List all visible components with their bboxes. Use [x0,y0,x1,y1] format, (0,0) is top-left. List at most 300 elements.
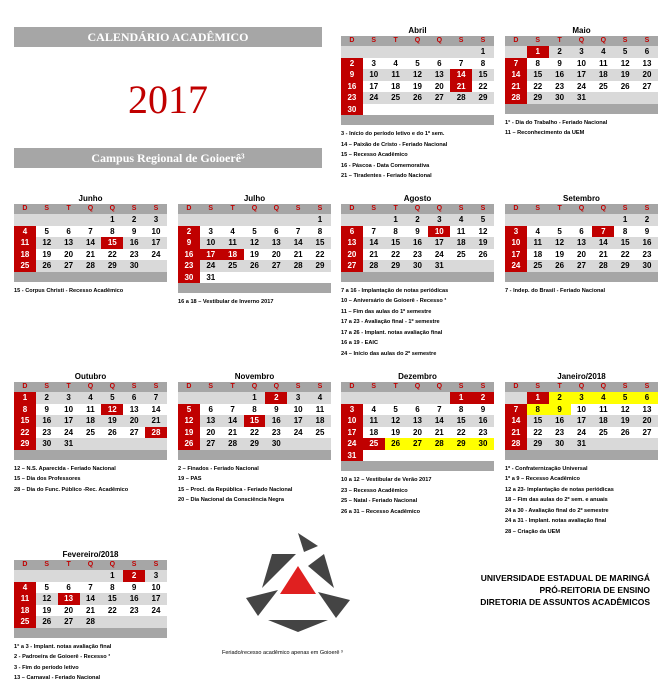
month-note: 18 – Fim das aulas do 2º sem. e anuais [505,497,608,503]
day-cell: 6 [415,404,420,414]
day-cell: 4 [592,392,614,404]
month-note: 16 a 19 - EAIC [341,340,378,346]
day-cell [244,272,266,284]
month-footer-bar [505,450,658,460]
day-cell [287,214,309,226]
day-cell: 3 [505,226,527,238]
weekday-header [505,36,658,46]
day-cell: 17 [341,427,363,439]
month-note: 10 – Aniversário de Goioerê - Recesso ³ [341,298,447,304]
month-title: Novembro [234,372,275,381]
day-cell: 27 [206,439,216,448]
day-cell [363,104,385,116]
month-note: 13 – Carnaval - Feriado Nacional [14,675,101,681]
month-note: 2 – Finados - Feriado Nacional [178,465,259,472]
month-title: Maio [572,26,591,35]
month-footer-bar [505,272,658,282]
day-cell: 4 [601,47,606,56]
day-cell: 31 [341,450,363,462]
day-cell: 12 [101,404,123,416]
day-cell: 29 [107,261,117,270]
weekday-letter: S [458,205,464,212]
month-julho [178,193,331,308]
day-cell: 27 [64,261,74,270]
day-cell: 8 [458,404,464,414]
day-cell: 24 [151,605,161,615]
day-cell: 5 [614,392,636,404]
month-junho [14,193,167,296]
day-cell [472,260,494,272]
weekday-letter: Q [251,205,258,212]
day-cell: 18 [598,416,608,425]
week-row [505,69,658,81]
weekday-letter: T [66,205,71,212]
weekday-letter: Q [273,205,280,212]
day-cell [428,46,450,58]
day-cell: 13 [271,238,281,247]
month-maio [505,25,658,139]
day-cell: 21 [505,81,527,93]
day-cell: 23 [129,249,139,259]
day-cell: 31 [577,439,586,448]
week-row [178,237,331,249]
day-cell: 29 [450,438,472,450]
month-footer-bar [14,272,167,282]
day-cell [428,104,450,116]
weekday-letter: D [349,37,355,44]
week-row [178,260,331,272]
weekday-letter: S [622,205,628,212]
day-cell: 25 [86,427,95,437]
day-cell: 16 [129,238,139,247]
weekday-letter: S [295,205,301,212]
day-cell: 29 [250,439,259,448]
day-cell: 27 [642,81,652,91]
day-cell: 2 [265,392,287,404]
day-cell: 5 [393,404,398,414]
week-row [341,237,494,249]
weekday-letter: D [186,383,192,390]
weekday-letter: S [535,37,541,44]
month-janeiro-2018 [505,371,658,537]
month-notes [341,129,494,182]
day-cell: 6 [66,582,71,592]
week-row [14,392,167,404]
weekday-letter: S [371,37,377,44]
day-cell: 6 [131,393,137,402]
day-cell: 28 [505,92,527,104]
month-note: 3 - Fim do período letivo [14,664,79,671]
day-cell [178,392,200,404]
day-cell: 18 [456,238,466,247]
day-cell: 2 [549,392,571,404]
day-cell: 17 [293,416,303,425]
day-cell: 5 [557,226,562,236]
institution-name: UNIVERSIDADE ESTADUAL DE MARINGÁ [480,573,650,583]
weekday-letter: T [393,37,398,44]
day-cell: 3 [571,392,593,404]
week-row [14,226,167,238]
month-note: 17 a 26 - Implant. notas avaliação final [341,329,443,336]
month-note: 11 – Fim das aulas do 1º semestre [341,308,432,315]
day-cell: 3 [437,215,442,224]
day-cell: 30 [555,439,565,448]
day-cell: 25 [456,249,466,259]
day-cell: 17 [151,594,161,603]
day-cell: 4 [88,393,93,402]
weekday-letter: D [22,561,28,568]
week-row [14,260,167,272]
day-cell: 26 [250,261,259,270]
day-cell [145,438,167,450]
day-cell: 2 [123,570,145,582]
week-row [505,226,658,238]
week-row [341,438,494,450]
day-cell: 13 [413,416,422,425]
day-cell: 12 [178,415,200,427]
week-row [178,404,331,416]
month-note: 16 - Páscoa - Data Comemorativa [341,162,430,169]
day-cell: 7 [153,393,159,402]
month-fevereiro-2018 [14,549,167,684]
week-row [178,272,331,284]
day-cell: 16 [478,416,488,425]
month-footer-bar [178,450,331,460]
day-cell [363,450,385,462]
campus-banner: Campus Regional de Goioerê³ [14,148,322,168]
weekday-letter: S [153,383,159,390]
day-cell: 14 [293,238,303,247]
month-note: 25 – Natal - Feriado Nacional [341,498,418,504]
day-cell: 21 [293,249,303,259]
week-row [505,404,658,416]
day-cell [341,46,363,58]
day-cell [472,450,494,462]
month-note: 1° - Dia do Trabalho - Feriado Nacional [505,119,608,126]
day-cell: 30 [341,104,363,116]
day-cell: 24 [151,249,161,259]
day-cell: 11 [599,404,608,414]
weekday-header [341,204,494,214]
day-cell: 24 [64,427,74,437]
weekday-letter: S [371,383,377,390]
day-cell [385,104,407,116]
weekday-letter: D [513,205,519,212]
day-cell: 25 [598,427,608,437]
day-cell: 13 [642,404,652,414]
day-cell: 7 [230,404,235,414]
day-cell: 25 [14,260,36,272]
day-cell: 6 [437,58,442,68]
weekday-letter: Q [414,205,421,212]
day-cell [428,392,450,404]
day-cell: 14 [505,69,527,81]
day-cell: 16 [271,416,281,425]
day-cell: 1 [527,46,549,58]
day-cell [101,438,123,450]
day-cell [450,260,472,272]
weekday-letter: S [622,37,628,44]
day-cell: 6 [579,226,584,236]
month-footer-bar [14,450,167,460]
day-cell [527,214,549,226]
day-cell: 2 [178,226,200,238]
month-note: 24 a 30 - Avaliação final do 2º semestre [505,507,609,514]
week-row [341,249,494,261]
week-row [14,249,167,261]
day-cell: 30 [642,261,652,270]
weekday-letter: S [131,561,137,568]
month-notes [505,118,658,139]
day-cell: 27 [407,438,429,450]
weekday-letter: S [535,205,541,212]
day-cell: 9 [549,404,571,416]
day-cell: 28 [228,439,238,448]
day-cell: 1 [622,215,628,224]
week-row [178,438,331,450]
day-cell [341,392,363,404]
day-cell: 30 [472,438,494,450]
day-cell: 1 [393,215,398,224]
day-cell: 29 [533,439,543,448]
day-cell [505,46,527,58]
month-notes [178,297,331,308]
day-cell: 21 [86,249,95,259]
weekday-letter: D [22,383,28,390]
month-abril [341,25,494,182]
day-cell: 9 [480,404,486,414]
day-cell: 27 [64,617,74,626]
day-cell: 16 [642,238,652,247]
weekday-letter: T [557,205,562,212]
day-cell: 13 [577,238,586,247]
day-cell: 5 [44,226,49,236]
month-note: 20 – Dia Nacional da Consciência Negra [178,497,285,503]
day-cell: 12 [250,238,259,247]
day-cell: 22 [107,249,117,259]
day-cell: 16 [413,238,422,247]
day-cell: 17 [200,249,222,261]
day-cell: 24 [206,261,216,270]
day-cell [505,214,527,226]
weekday-letter: T [66,561,71,568]
day-cell: 25 [228,261,238,270]
day-cell: 6 [636,392,658,404]
day-cell: 12 [42,594,52,603]
day-cell: 8 [527,404,549,416]
day-cell: 7 [505,58,527,70]
month-outubro [14,371,167,495]
day-cell: 14 [151,404,161,414]
day-cell: 27 [271,261,281,270]
day-cell: 27 [129,427,139,437]
day-cell: 8 [622,226,628,236]
day-cell: 11 [391,70,400,79]
weekday-letter: S [208,383,214,390]
day-cell: 16 [555,416,565,425]
day-cell: 19 [391,427,401,437]
day-cell: 18 [533,249,543,259]
month-title: Outubro [74,372,107,381]
day-cell: 10 [341,415,363,427]
day-cell: 8 [252,404,257,414]
week-row [341,404,494,416]
weekday-letter: T [230,205,235,212]
weekday-header [505,382,658,392]
day-cell: 1 [480,47,486,56]
day-cell: 11 [86,404,95,414]
month-note: 16 a 18 – Vestibular de Inverno 2017 [178,299,274,305]
day-cell [265,272,287,284]
day-cell: 11 [599,58,608,68]
day-cell: 22 [456,427,466,437]
week-row [14,438,167,450]
day-cell: 16 [555,70,565,79]
weekday-letter: S [480,205,486,212]
day-cell: 25 [363,438,385,450]
weekday-letter: S [295,383,301,390]
day-cell: 8 [480,58,486,68]
day-cell [123,616,145,628]
weekday-letter: S [480,383,486,390]
day-cell: 24 [577,81,586,91]
day-cell: 15 [478,70,488,79]
day-cell: 26 [413,93,422,102]
weekday-letter: Q [578,37,585,44]
day-cell: 9 [415,226,420,236]
day-cell: 1 [527,392,549,404]
day-cell: 30 [555,93,565,102]
weekday-letter: Q [273,383,280,390]
weekday-letter: D [513,37,519,44]
day-cell [592,92,614,104]
day-cell: 22 [391,249,401,259]
week-row [505,392,658,404]
day-cell: 23 [129,605,139,615]
day-cell: 5 [415,58,420,68]
day-cell: 12 [42,238,52,247]
day-cell: 7 [295,226,301,236]
week-row [14,605,167,617]
day-cell: 26 [620,81,630,91]
weekday-letter: S [644,383,650,390]
day-cell [592,214,614,226]
day-cell: 10 [369,70,379,79]
week-row [505,81,658,93]
week-row [341,427,494,439]
week-row [14,237,167,249]
day-cell: 20 [129,416,139,425]
day-cell: 18 [86,416,95,425]
day-cell: 15 [107,594,117,603]
day-cell: 21 [151,416,161,425]
day-cell [450,104,472,116]
weekday-letter: S [480,37,486,44]
weekday-letter: T [393,383,398,390]
day-cell: 6 [208,404,213,414]
day-cell [145,616,167,628]
day-cell [222,392,244,404]
week-row [505,427,658,439]
month-footer-bar [341,272,494,282]
day-cell [287,272,309,284]
day-cell [549,214,571,226]
week-row [505,249,658,261]
day-cell: 5 [480,215,486,224]
day-cell: 3 [371,58,376,68]
day-cell [407,450,429,462]
day-cell: 14 [434,416,444,425]
day-cell: 26 [107,427,117,437]
day-cell: 4 [317,393,323,402]
month-title: Setembro [563,194,600,203]
day-cell: 20 [206,427,216,437]
week-row [14,616,167,628]
day-cell: 28 [598,261,608,270]
week-row [505,58,658,70]
month-footer-bar [178,283,331,293]
weekday-header [341,36,494,46]
week-row [178,392,331,404]
day-cell: 11 [14,593,36,605]
day-cell [450,450,472,462]
day-cell: 7 [437,404,442,414]
day-cell: 23 [642,249,652,259]
day-cell: 20 [341,249,363,261]
day-cell [505,392,527,404]
day-cell: 20 [64,249,74,259]
day-cell: 18 [598,70,608,79]
day-cell: 1 [450,392,472,404]
day-cell: 13 [64,238,74,247]
day-cell [80,438,102,450]
day-cell: 4 [535,226,540,236]
day-cell [407,104,429,116]
day-cell: 23 [178,260,200,272]
day-cell: 14 [228,416,238,425]
day-cell [407,46,429,58]
day-cell: 20 [642,416,652,425]
day-cell: 26 [478,249,488,259]
day-cell: 16 [42,416,52,425]
day-cell [36,214,58,226]
day-cell: 9 [131,226,137,236]
day-cell [58,214,80,226]
day-cell [80,214,102,226]
day-cell [14,570,36,582]
day-cell: 4 [230,226,235,236]
week-row [341,69,494,81]
month-notes [341,286,494,360]
day-cell: 28 [428,438,450,450]
day-cell: 12 [478,226,488,236]
weekday-letter: Q [251,383,258,390]
day-cell: 23 [555,81,565,91]
weekday-letter: Q [414,383,421,390]
day-cell: 29 [533,93,543,102]
day-cell: 4 [14,582,36,594]
day-cell: 15 [244,415,266,427]
month-note: 21 – Tiradentes - Feriado Nacional [341,173,432,179]
week-row [341,450,494,462]
day-cell [178,214,200,226]
weekday-letter: D [513,383,519,390]
day-cell: 12 [413,70,422,79]
month-footer-bar [341,461,494,471]
day-cell: 9 [44,404,49,414]
day-cell: 2 [415,215,420,224]
day-cell [363,214,385,226]
